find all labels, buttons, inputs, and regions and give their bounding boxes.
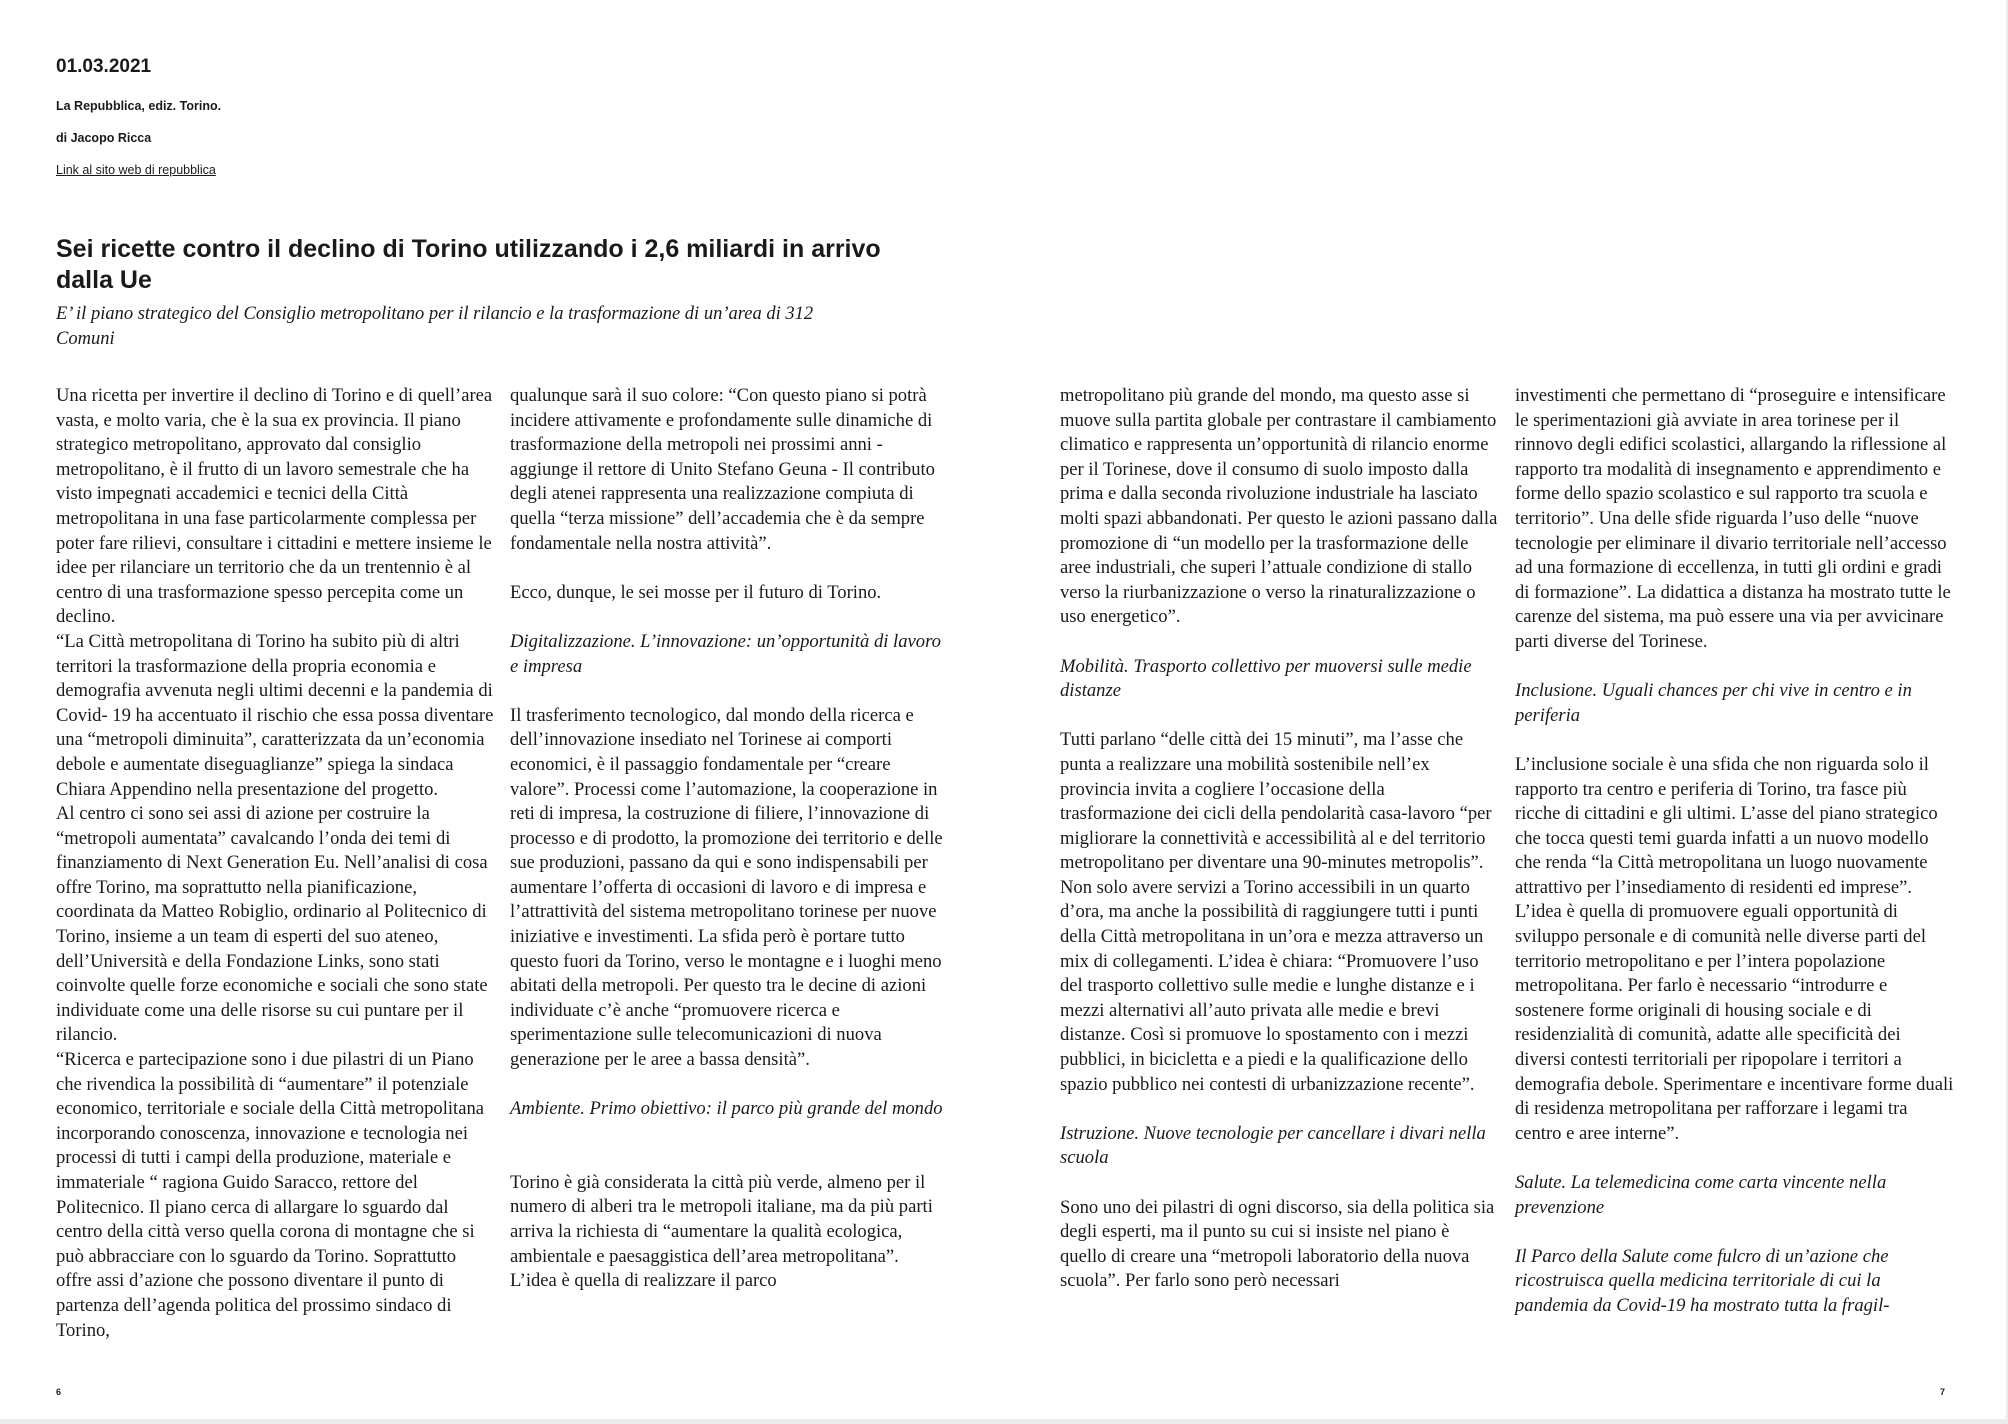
text-column-2 xyxy=(510,384,950,1294)
section-heading: Inclusione. Uguali chances per chi vive in centro e in periferia xyxy=(1515,680,1912,726)
section-heading: Istruzione. Nuove tecnologie per cancellare i divari nella scuola xyxy=(1060,1122,1486,1169)
body-paragraph: Una ricetta per invertire il declino di Torino e di quell’area vasta, e molto varia, che è la sua ex provincia. Il piano strategico metropolitano, approvato dal consiglio metropolitano, è il frutto di un lavoro semestrale che ha visto impegnati accademici e tecnici della Città metropolitana in una fase particolarmente complessa per poter fare rilievi, consultare i cittadini e mettere insieme le idee per rilanciare un territorio che da un trentennio è al centro di una trasformazione spesso percepita come un declino. xyxy=(56,385,493,628)
body-paragraph: qualunque sarà il suo colore: “Con questo piano si potrà incidere attivamente e profondamente sulle dinamiche di trasformazione della metropoli nei prossimi anni - aggiunge il rettore di Unito Stefano Geuna - Il contributo degli atenei rappresenta una realizzazione compiuta di quella “terza missione” dell’accademia che è da sempre fondamentale nella nostra attività”. xyxy=(510,385,935,554)
article-source: La Repubblica, ediz. Torino. xyxy=(56,99,222,113)
section-heading: Mobilità. Trasporto collettivo per muoversi sulle medie distanze xyxy=(1060,655,1472,702)
page-edge-bottom xyxy=(0,1419,2008,1424)
page-number-left: 6 xyxy=(56,1387,62,1397)
body-paragraph: Tutti parlano “delle città dei 15 minuti”, ma l’asse che punta a realizzare una mobilità sostenibile nell’ex provincia invita a cogliere l’occasione della trasformazione dei cicli della pendolarità casa-lavoro “per migliorare la connettività e accessibilità al e del territorio metropolitano per diventare una 90-minutes metropolis”. Non solo avere servizi a Torino accessibili in un quarto d’ora, ma anche la possibilità di raggiungere tutti i punti della Città metropolitana in un’ora e mezza attraverso un mix di collegamenti. L’idea è chiara: “Promuovere l’uso del trasporto collettivo sulle medie e lunghe distanze e i mezzi alternativi all’auto privata alle medie e brevi distanze. Così si promuove lo spostamento con i mezzi pubblici, in bicicletta e a piedi e la qualificazione dello spazio pubblico nei contesti di urbanizzazione recente”. xyxy=(1060,729,1492,1095)
text-column-3 xyxy=(1060,384,1500,1294)
page-number-right: 7 xyxy=(1940,1387,1946,1397)
article-subheadline: E’ il piano strategico del Consiglio metropolitano per il rilancio e la trasformazione di un’area di 312 Comuni xyxy=(56,304,814,349)
body-paragraph: “La Città metropolitana di Torino ha subito più di altri territori la trasformazione della propria economia e demografia avvenuta negli ultimi decenni e la pandemia di Covid- 19 ha accentuato il rischio che essa possa diventare una “metropoli diminuita”, caratterizzata da un’economia debole e aumentate diseguaglianze” spiega la sindaca Chiara Appendino nella presentazione del progetto. xyxy=(56,630,494,800)
article-headline: Sei ricette contro il declino di Torino utilizzando i 2,6 miliardi in arrivo dalla Ue xyxy=(56,235,881,294)
body-paragraph: Il trasferimento tecnologico, dal mondo della ricerca e dell’innovazione insediato nel Torinese ai comporti economici, è il passaggio fondamentale per “creare valore”. Processi come l’automazione, la cooperazione in reti di impresa, la costruzione di filiere, l’innovazione di processo e di prodotto, la promozione dei territorio e delle sue produzioni, passano da qui e sono indispensabili per aumentare l’offerta di occasioni di lavoro e di impresa e l’attrattività del sistema metropolitano torinese per nuove iniziative e investimenti. La sfida però è portare tutto questo fuori da Torino, verso le montagne e i luoghi meno abitati della metropoli. Per questo tra le decine di azioni individuate c’è anche “promuovere ricerca e sperimentazione sulle telecomunicazioni di nuova generazione per le aree a bassa densità”. xyxy=(510,704,943,1071)
section-heading: Digitalizzazione. L’innovazione: un’opportunità di lavoro e impresa xyxy=(510,630,941,677)
body-paragraph: Ecco, dunque, le sei mosse per il futuro di Torino. xyxy=(510,581,882,603)
repubblica-website-link[interactable]: Link al sito web di repubblica xyxy=(56,163,216,177)
section-heading: Salute. La telemedicina come carta vincente nella prevenzione xyxy=(1515,1172,1887,1218)
text-column-4 xyxy=(1515,384,1955,1319)
article-date: 01.03.2021 xyxy=(56,56,152,77)
body-paragraph: investimenti che permettano di “proseguire e intensificare le sperimentazioni già avviate in area torinese per il rinnovo degli edifici scolastici, allargando la riflessione al rapporto tra modalità di insegnamento e apprendimento e forme dello spazio scolastico e sul rapporto tra scuola e territorio”. Una delle sfide riguarda l’uso delle “nuove tecnologie per eliminare il divario territoriale nell’accesso ad una formazione di eccellenza, in tutti gli ordini e gradi di formazione”. La didattica a distanza ha mostrato tutte le carenze del sistema, ma può essere una via per avvicinare parti diverse del Torinese. xyxy=(1515,385,1951,652)
body-paragraph: L’inclusione sociale è una sfida che non riguarda solo il rapporto tra centro e periferia di Torino, tra fasce più ricche di cittadini e gli ultimi. L’asse del piano strategico che tocca questi temi guarda infatti a un nuovo modello che renda “la Città metropolitana un luogo nuovamente attrattivo per l’insediamento di residenti ed imprese”. L’idea è quella di promuovere eguali opportunità di sviluppo personale e di comunità nelle diverse parti del territorio metropolitano e per l’intera popolazione metropolitana. Per farlo è necessario “introdurre e sostenere forme originali di housing sociale e di residenzialità di comunità, adatte alle specificità dei diversi contesti territoriali per ripopolare i territori a demografia debole. Sperimentare e incentivare forme duali di residenza metropolitana per rafforzare i legami tra centro e aree interne”. xyxy=(1515,753,1954,1144)
text-column-1 xyxy=(56,384,496,1343)
section-heading: Ambiente. Primo obiettivo: il parco più grande del mondo xyxy=(510,1098,943,1120)
section-heading: Il Parco della Salute come fulcro di un’azione che ricostruisca quella medicina territoriale di cui la pandemia da Covid-19 ha mostrato tutta la fragil- xyxy=(1515,1245,1890,1316)
body-paragraph: Al centro ci sono sei assi di azione per costruire la “metropoli aumentata” cavalcando l’onda dei temi di finanziamento di Next Generation Eu. Nell’analisi di cosa offre Torino, ma soprattutto nella pianificazione, coordinata da Matteo Robiglio, ordinario al Politecnico di Torino, insieme a un team di esperti del suo ateneo, dell’Università e della Fondazione Links, sono stati coinvolte quelle forze economiche e sociali che sono state individuate come una delle risorse su cui puntare per il rilancio. xyxy=(56,803,488,1046)
body-paragraph: Sono uno dei pilastri di ogni discorso, sia della politica sia degli esperti, ma il punto su cui si insiste nel piano è quello di creare una “metropoli laboratorio della nuova scuola”. Per farlo sono però necessari xyxy=(1060,1196,1495,1292)
article-author: di Jacopo Ricca xyxy=(56,131,152,145)
body-paragraph: metropolitano più grande del mondo, ma questo asse si muove sulla partita globale per contrastare il cambiamento climatico e rappresenta un’opportunità di rilancio enorme per il Torinese, dove il consumo di suolo imposto dalla prima e dalla seconda rivoluzione industriale ha lasciato molti spazi abbandonati. Per questo le azioni passano dalla promozione di “un modello per la trasformazione delle aree industriali, che superi l’attuale condizione di stallo verso la riurbanizzazione o verso la rinaturalizzazione o uso energetico”. xyxy=(1060,385,1498,628)
body-paragraph: “Ricerca e partecipazione sono i due pilastri di un Piano che rivendica la possibilità di “aumentare” il potenziale economico, territoriale e sociale della Città metropolitana incorporando conoscenza, innovazione e tecnologia nei processi di tutti i campi della produzione, materiale e immateriale “ ragiona Guido Saracco, rettore del Politecnico. Il piano cerca di allargare lo sguardo dal centro della città verso quella corona di montagne che si può abbracciare con lo sguardo da Torino. Soprattutto offre assi d’azione che possono diventare il punto di partenza dell’agenda politica del prossimo sindaco di Torino, xyxy=(56,1049,485,1341)
body-paragraph: Torino è già considerata la città più verde, almeno per il numero di alberi tra le metropoli italiane, ma da più parti arriva la richiesta di “aumentare la qualità ecologica, ambientale e paesaggistica dell’area metropolitana”. L’idea è quella di realizzare il parco xyxy=(510,1171,933,1292)
